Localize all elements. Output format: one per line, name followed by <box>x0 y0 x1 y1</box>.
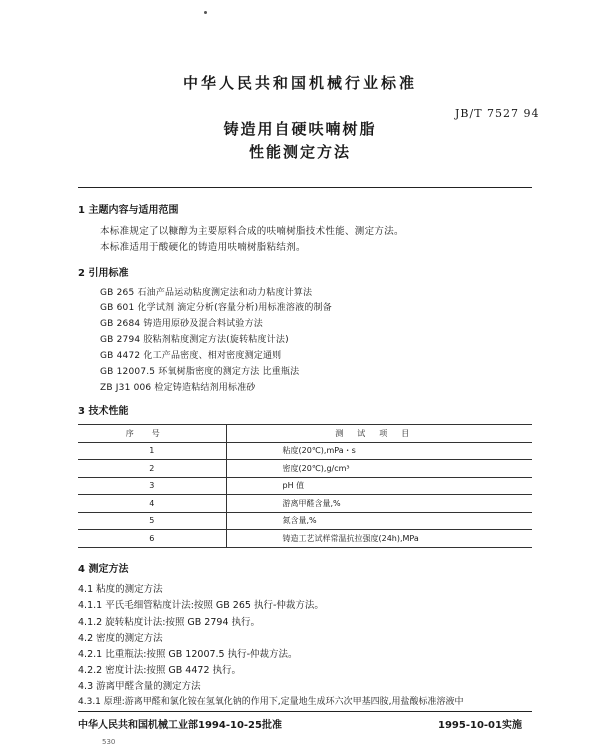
scan-mark <box>204 11 207 14</box>
clause-line: 4.2.2 密度计法:按照 GB 4472 执行。 <box>78 665 242 676</box>
approval-line: 中华人民共和国机械工业部1994-10-25批准 <box>78 720 282 731</box>
section1-heading: 1 主题内容与适用范围 <box>78 205 179 216</box>
row-number: 5 <box>78 512 226 530</box>
table-row <box>78 512 532 530</box>
document-title-line2: 性能测定方法 <box>248 143 351 161</box>
section3-heading: 3 技术性能 <box>78 406 129 417</box>
row-number: 3 <box>78 477 226 495</box>
row-number: 4 <box>78 495 226 513</box>
table-header-row <box>78 425 532 443</box>
reference-item: GB 12007.5 环氧树脂密度的测定方法 比重瓶法 <box>100 367 300 377</box>
section2-heading: 2 引用标准 <box>78 268 129 279</box>
reference-item: GB 601 化学试剂 滴定分析(容量分析)用标准溶液的制备 <box>100 303 332 313</box>
footer-divider <box>78 711 532 712</box>
column-header-item: 测试项目 <box>226 425 532 443</box>
industry-standard-heading: 中华人民共和国机械行业标准 <box>182 74 417 92</box>
row-item: 铸造工艺试样常温抗拉强度(24h),MPa <box>226 530 532 548</box>
row-number: 2 <box>78 460 226 478</box>
clause-line: 4.2.1 比重瓶法:按照 GB 12007.5 执行-仲裁方法。 <box>78 649 298 660</box>
section1-para1: 本标准规定了以糠醇为主要原料合成的呋喃树脂技术性能、测定方法。 <box>100 226 404 237</box>
technical-performance-table <box>78 424 532 548</box>
table-row <box>78 442 532 460</box>
row-item: 密度(20℃),g/cm³ <box>226 460 532 478</box>
table-row <box>78 530 532 548</box>
reference-item: GB 2684 铸造用原砂及混合料试验方法 <box>100 319 263 329</box>
standard-number: JB/T 7527 94 <box>455 107 540 120</box>
table-row <box>78 460 532 478</box>
clause-line: 4.2 密度的测定方法 <box>78 633 163 644</box>
row-item: 氮含量,% <box>226 512 532 530</box>
reference-item: ZB J31 006 检定铸造粘结剂用标准砂 <box>100 383 256 393</box>
section4-heading: 4 测定方法 <box>78 564 129 575</box>
effective-date: 1995-10-01实施 <box>438 720 522 731</box>
row-number: 1 <box>78 442 226 460</box>
section1-para2: 本标准适用于酸硬化的铸造用呋喃树脂粘结剂。 <box>100 242 306 253</box>
reference-item: GB 4472 化工产品密度、相对密度测定通则 <box>100 351 282 361</box>
reference-item: GB 2794 胶粘剂粘度测定方法(旋转粘度计法) <box>100 335 289 345</box>
clause-line: 4.1.2 旋转粘度计法:按照 GB 2794 执行。 <box>78 617 261 628</box>
column-header-number: 序号 <box>78 425 226 443</box>
reference-item: GB 265 石油产品运动粘度测定法和动力粘度计算法 <box>100 288 313 298</box>
row-number: 6 <box>78 530 226 548</box>
clause-line: 4.1.1 平氏毛细管粘度计法:按照 GB 265 执行-仲裁方法。 <box>78 600 324 611</box>
row-item: pH 值 <box>226 477 532 495</box>
table-row <box>78 477 532 495</box>
clause-line: 4.3.1 原理:游离甲醛和氯化铵在氢氧化钠的作用下,定量地生成环六次甲基四胺,用盐酸标准溶液中 <box>78 697 464 707</box>
clause-line: 4.3 游离甲醛含量的测定方法 <box>78 681 201 692</box>
row-item: 粘度(20℃),mPa・s <box>226 442 532 460</box>
header-divider <box>78 187 532 188</box>
clause-line: 4.1 粘度的测定方法 <box>78 584 163 595</box>
page-number: 530 <box>102 738 116 746</box>
row-item: 游离甲醛含量,% <box>226 495 532 513</box>
table-row <box>78 495 532 513</box>
document-title-line1: 铸造用自硬呋喃树脂 <box>223 120 377 138</box>
